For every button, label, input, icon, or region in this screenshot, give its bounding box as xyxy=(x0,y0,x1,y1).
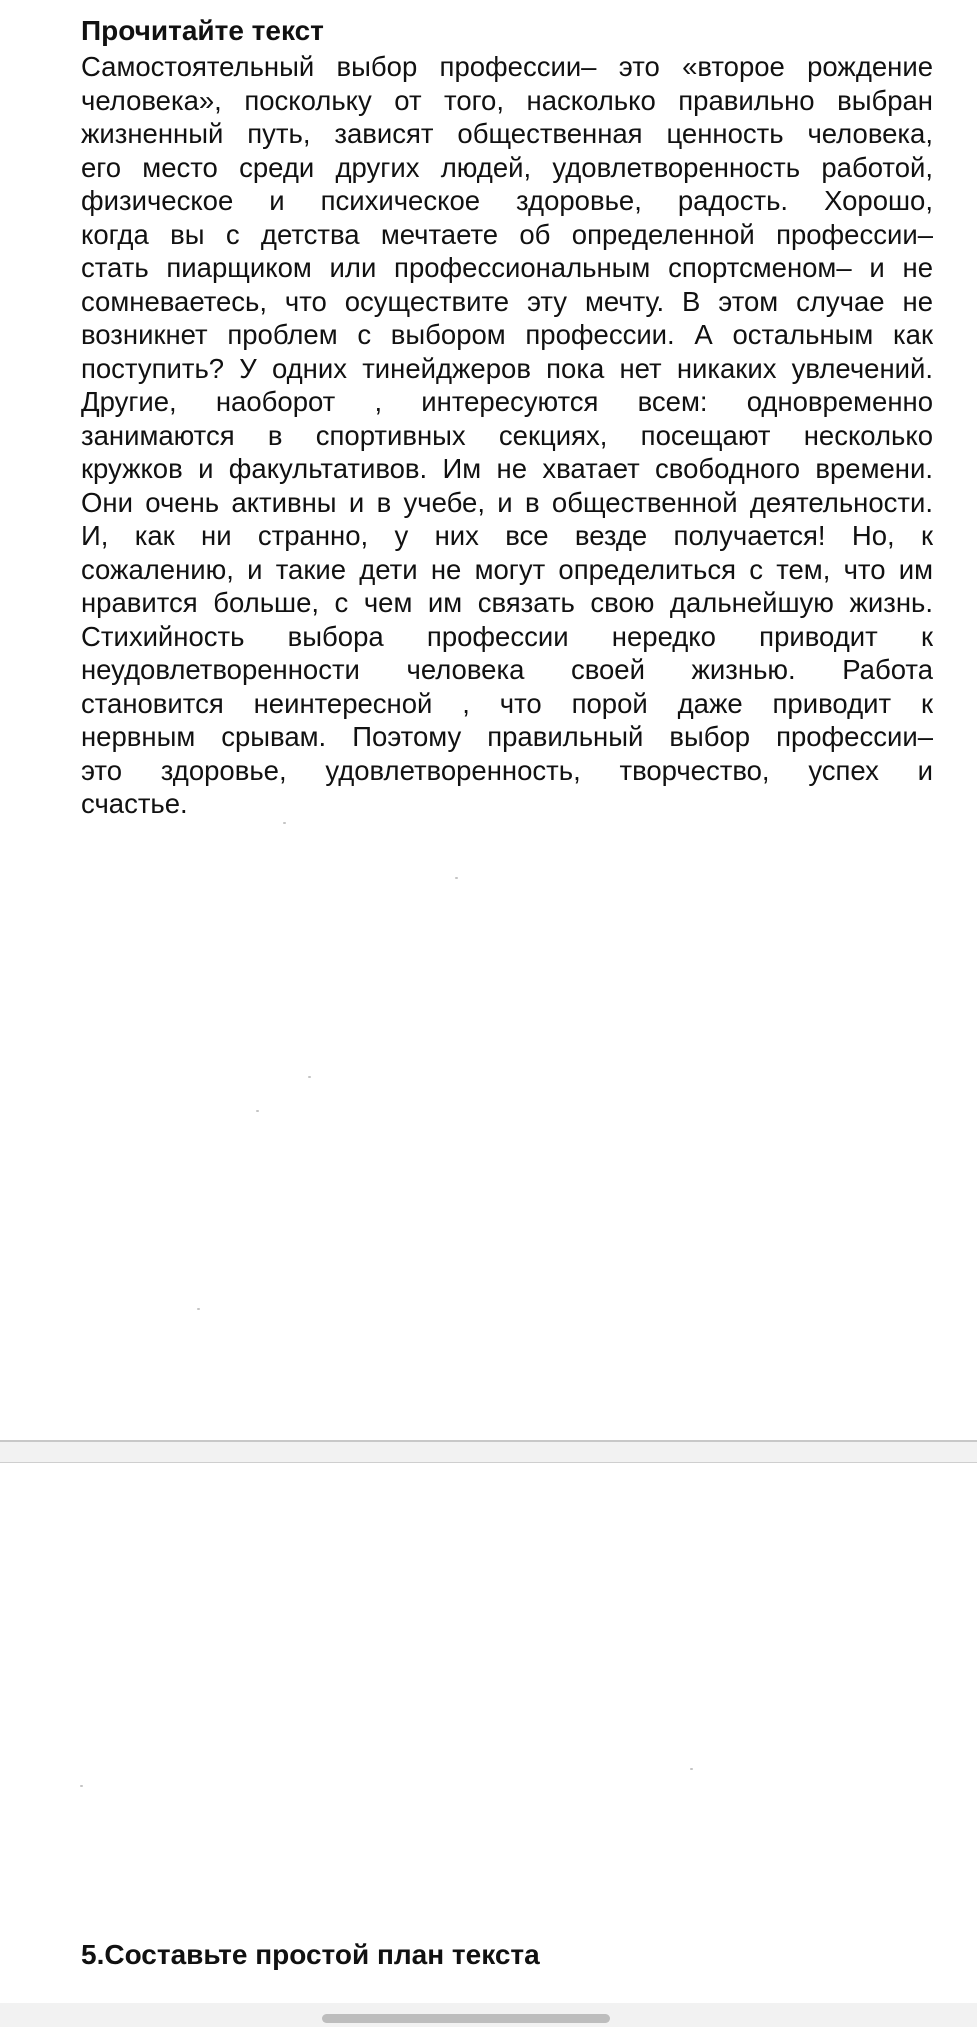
text-line: сожалению, и такие дети не могут определиться с тем, что им xyxy=(81,553,933,585)
scan-speck xyxy=(256,1110,259,1112)
text-line: это здоровье, удовлетворенность, творчество, успех и xyxy=(81,754,933,786)
scan-speck xyxy=(283,822,286,824)
text-line: физическое и психическое здоровье, радость. Хорошо, xyxy=(81,185,933,216)
text-line: Стихийность выбора профессии нередко приводит к xyxy=(81,620,933,652)
text-line: его место среди других людей, удовлетворенность работой, xyxy=(81,151,933,183)
text-line: счастье. xyxy=(81,788,188,819)
text-line: жизненный путь, зависят общественная ценность человека, xyxy=(81,118,933,149)
scan-speck xyxy=(197,1308,200,1310)
body-text xyxy=(81,50,933,821)
text-line: когда вы с детства мечтаете об определенной профессии– xyxy=(81,218,933,250)
text-line: нравится больше, с чем им связать свою дальнейшую жизнь. xyxy=(81,587,933,618)
text-line: нервным срывам. Поэтому правильный выбор профессии– xyxy=(81,721,933,752)
text-line: Они очень активны и в учебе, и в общественной деятельности. xyxy=(81,486,933,518)
text-line: Самостоятельный выбор профессии– это «второе рождение xyxy=(81,51,933,82)
text-line: поступить? У одних тинейджеров пока нет никаких увлечений. xyxy=(81,352,933,384)
text-line: стать пиарщиком или профессиональным спортсменом– и не xyxy=(81,252,933,283)
scan-speck xyxy=(455,877,458,879)
text-line: кружков и факультативов. Им не хватает свободного времени. xyxy=(81,453,933,484)
document-page-2 xyxy=(0,1463,977,2003)
text-line: занимаются в спортивных секциях, посещают несколько xyxy=(81,419,933,451)
text-line: возникнет проблем с выбором профессии. А остальным как xyxy=(81,319,933,350)
text-line: неудовлетворенности человека своей жизнью. Работа xyxy=(81,654,933,685)
text-line: И, как ни странно, у них все везде получается! Но, к xyxy=(81,520,933,551)
home-indicator[interactable] xyxy=(322,2014,610,2023)
heading: Прочитайте текст xyxy=(81,15,324,46)
text-line: становится неинтересной , что порой даже приводит к xyxy=(81,687,933,719)
text-line: Другие, наоборот , интересуются всем: одновременно xyxy=(81,386,933,417)
scan-speck xyxy=(308,1076,311,1078)
task-title: 5.Составьте простой план текста xyxy=(81,1939,540,1970)
text-line: сомневаетесь, что осуществите эту мечту. В этом случае не xyxy=(81,285,933,317)
page-separator xyxy=(0,1440,977,1463)
text-line: человека», поскольку от того, насколько правильно выбран xyxy=(81,84,933,116)
scan-speck xyxy=(690,1768,693,1770)
scan-speck xyxy=(80,1785,83,1787)
